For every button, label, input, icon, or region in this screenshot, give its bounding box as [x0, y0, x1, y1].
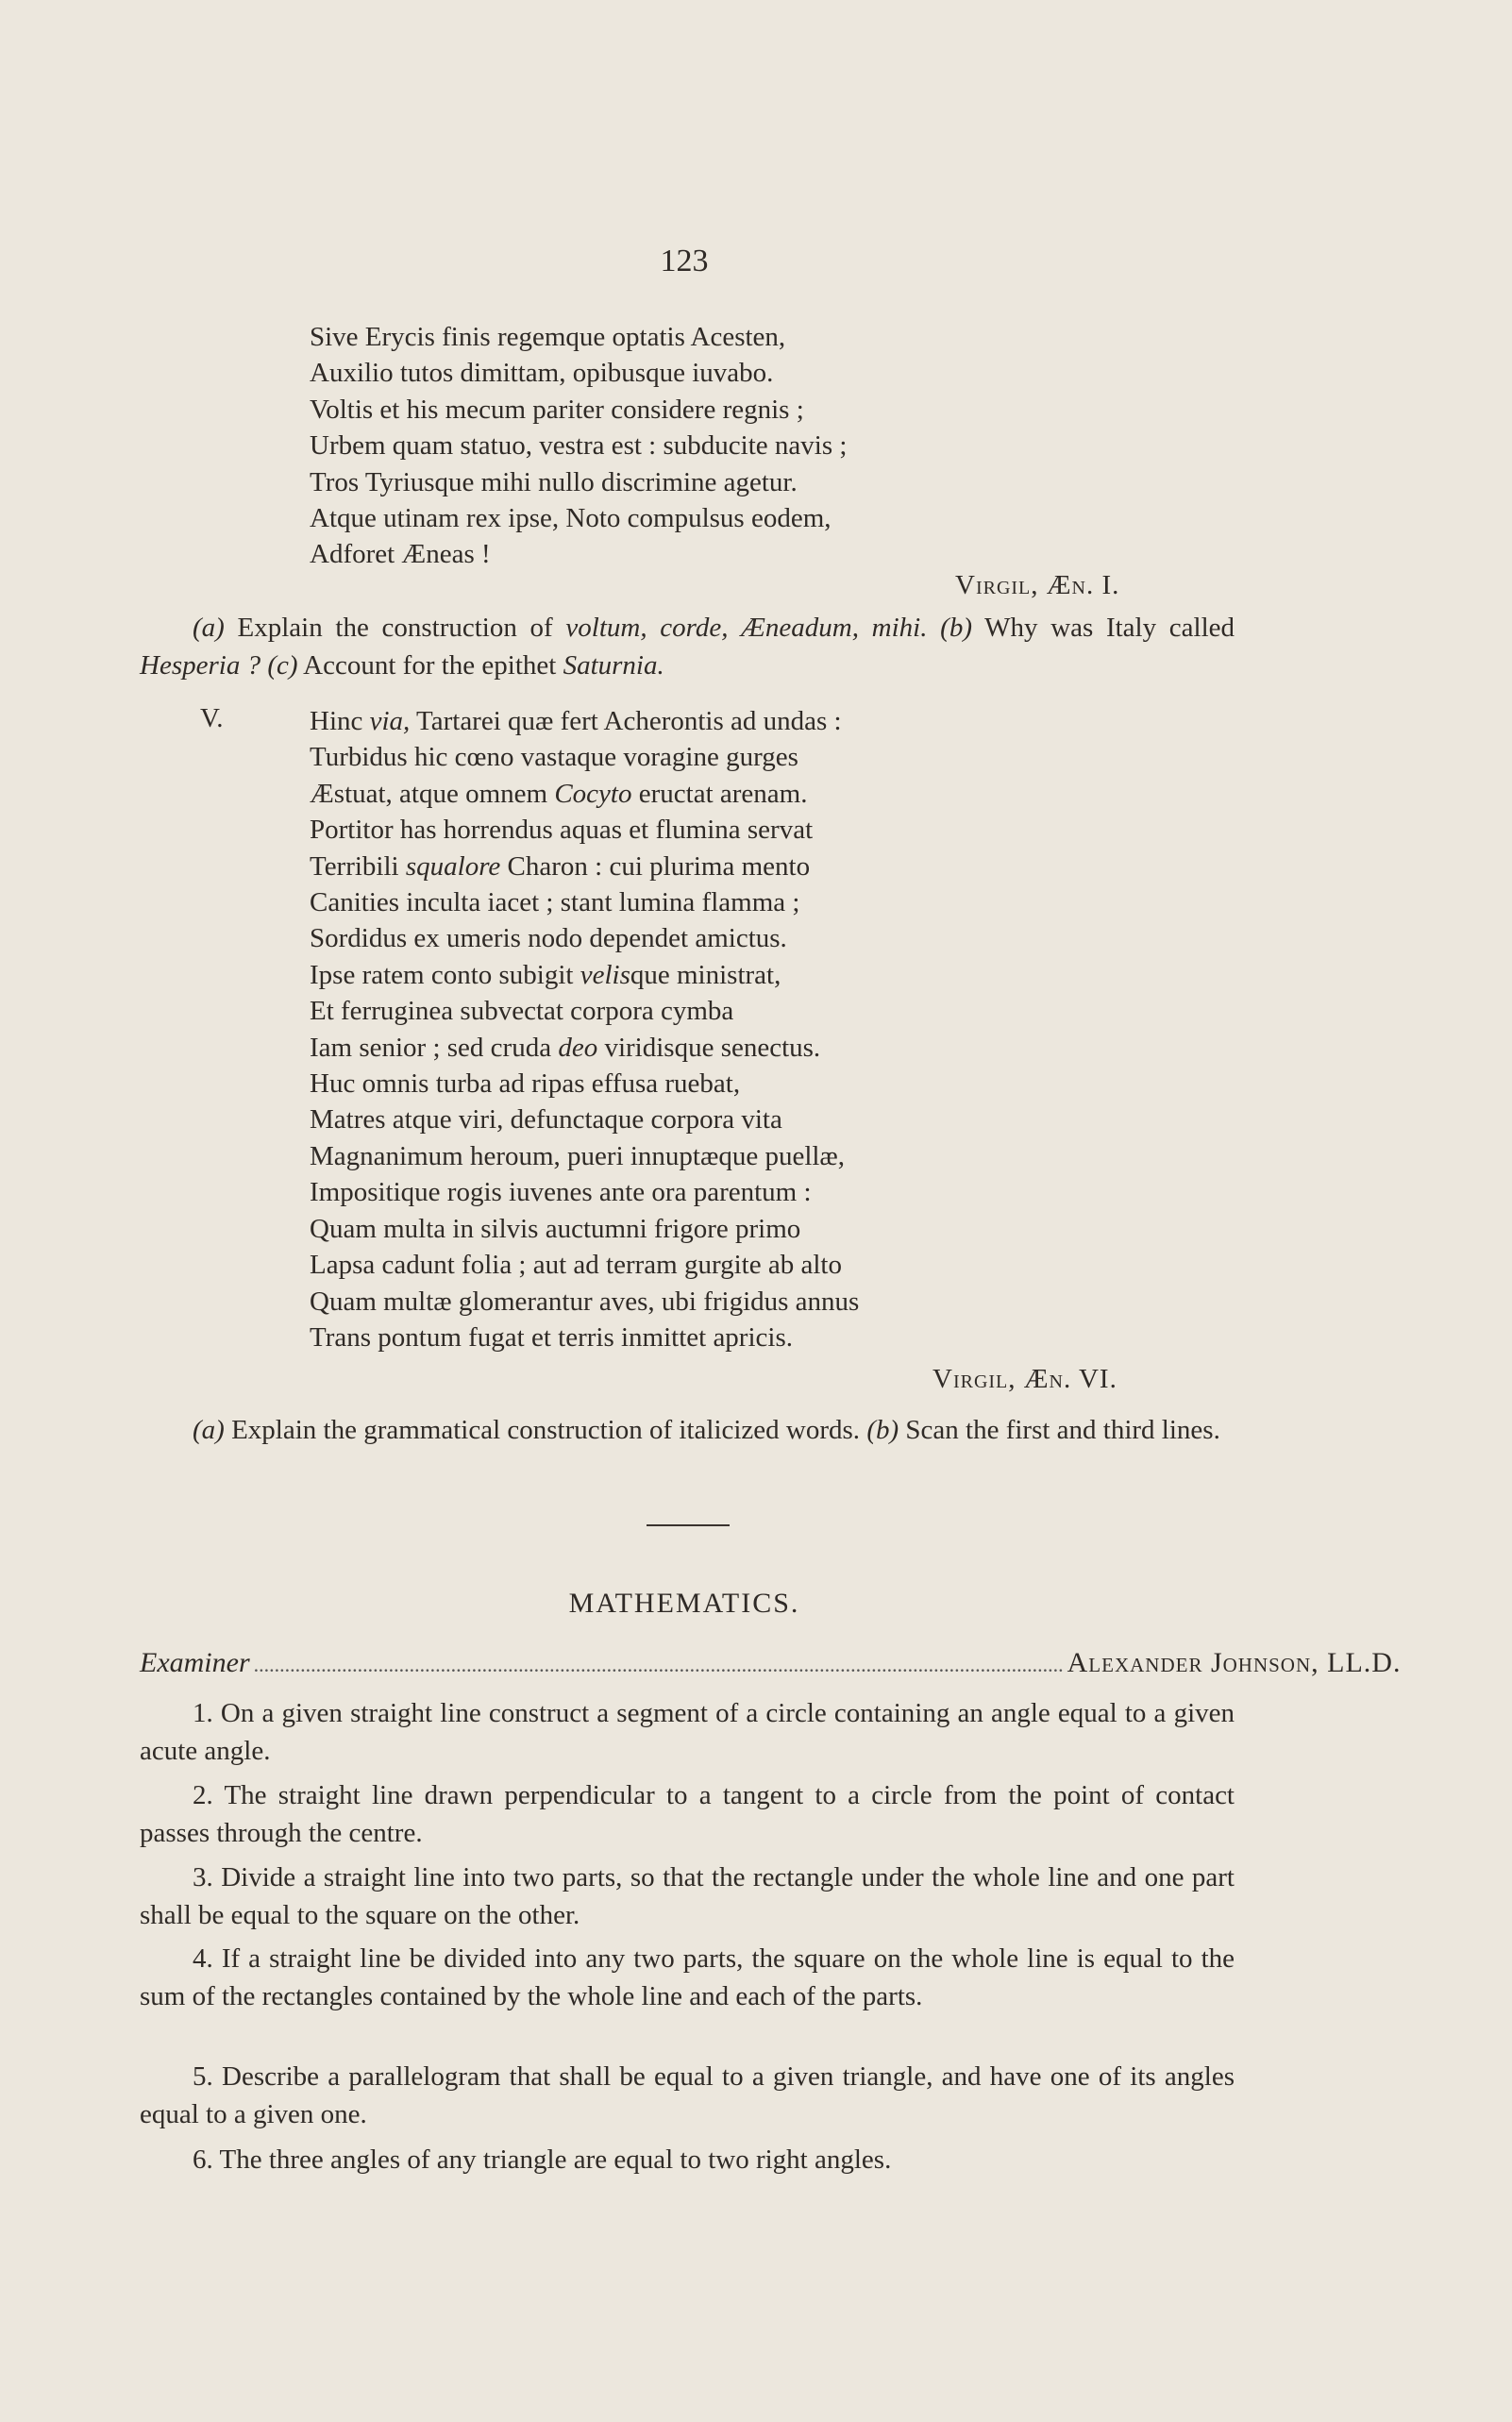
section-number: V. — [200, 703, 224, 733]
math-question: 4. If a straight line be divided into any two parts, the square on the whole line is equal to the sum of the rectangles contained by the whole line and each of the parts. — [140, 1943, 1235, 2011]
poem-line: Quam multa in silvis auctumni frigore primo — [310, 1213, 801, 1244]
poem-line: Huc omnis turba ad ripas effusa ruebat, — [310, 1068, 741, 1100]
math-question: 2. The straight line drawn perpendicular to a tangent to a circle from the point of contact passes through the centre. — [140, 1780, 1235, 1848]
poem-line: Magnanimum heroum, pueri innuptæque puellæ, — [310, 1140, 846, 1171]
poem-line: Æstuat, atque omnem Cocyto eructat arenam. — [310, 778, 808, 809]
poem-line: Impositique rogis iuvenes ante ora parentum : — [310, 1177, 812, 1208]
examiner-line — [140, 1647, 1402, 1679]
math-question: 3. Divide a straight line into two parts, so that the rectangle under the whole line and one part shall be equal to the square on the other. — [140, 1862, 1235, 1930]
poem-line: Ipse ratem conto subigit velisque ministrat, — [310, 959, 781, 990]
poem-aeneid-1 — [310, 319, 847, 573]
poem-line: Quam multæ glomerantur aves, ubi frigidus annus — [310, 1286, 860, 1317]
examiner-name: Alexander Johnson, LL.D. — [1067, 1647, 1402, 1678]
poem-line: Matres atque viri, defunctaque corpora vita — [310, 1104, 782, 1135]
poem-line: Iam senior ; sed cruda deo viridisque senectus. — [310, 1032, 821, 1063]
poem-line: Lapsa cadunt folia ; aut ad terram gurgite ab alto — [310, 1250, 842, 1281]
label-a: (a) — [193, 1415, 225, 1445]
poem-line: Tros Tyriusque mihi nullo discrimine agetur. — [310, 466, 798, 497]
label-c: (c) — [267, 650, 298, 681]
question-aeneid-1: (a) Explain the construction of voltum, corde, Æneadum, mihi. (b) Why was Italy called Hesperia ? (c) Account for the epithet Saturnia. — [140, 613, 1235, 681]
source-citation: Virgil, Æn. I. — [955, 570, 1120, 600]
poem-line: Hinc via, Tartarei quæ fert Acherontis ad undas : — [310, 706, 842, 736]
question-aeneid-6: (a) Explain the grammatical construction of italicized words. (b) Scan the first and third lines. — [193, 1415, 1220, 1445]
label-b: (b) — [940, 613, 972, 643]
section-heading: MATHEMATICS. — [568, 1588, 800, 1619]
section-divider — [647, 1524, 730, 1526]
dot-leader: ............................................................................................................................................................ — [253, 1653, 1064, 1676]
page-number: 123 — [660, 244, 709, 278]
poem-line: Et ferruginea subvectat corpora cymba — [310, 996, 734, 1027]
math-question: 5. Describe a parallelogram that shall be equal to a given triangle, and have one of its angles equal to a given one. — [140, 2061, 1235, 2129]
poem-line: Adforet Æneas ! — [310, 539, 491, 570]
italic-words: voltum, corde, Æneadum, mihi. — [565, 613, 928, 643]
label-a: (a) — [193, 613, 225, 643]
source-citation: Virgil, Æn. VI. — [932, 1364, 1117, 1394]
poem-line: Sive Erycis finis regemque optatis Acesten, — [310, 322, 786, 352]
label-b: (b) — [866, 1415, 899, 1445]
math-question: 1. On a given straight line construct a segment of a circle containing an angle equal to a given acute angle. — [140, 1698, 1235, 1766]
poem-line: Urbem quam statuo, vestra est : subducite navis ; — [310, 430, 848, 462]
poem-aeneid-6 — [310, 703, 859, 1355]
poem-line: Atque utinam rex ipse, Noto compulsus eodem, — [310, 503, 832, 534]
poem-line: Voltis et his mecum pariter considere regnis ; — [310, 394, 804, 425]
poem-line: Portitor has horrendus aquas et flumina servat — [310, 815, 814, 846]
poem-line: Auxilio tutos dimittam, opibusque iuvabo. — [310, 358, 774, 389]
poem-line: Canities inculta iacet ; stant lumina flamma ; — [310, 887, 800, 918]
examiner-label: Examiner — [140, 1647, 250, 1678]
poem-line: Terribili squalore Charon : cui plurima mento — [310, 850, 811, 882]
poem-line: Trans pontum fugat et terris inmittet apricis. — [310, 1321, 793, 1353]
math-question: 6. The three angles of any triangle are equal to two right angles. — [193, 2144, 892, 2175]
poem-line: Sordidus ex umeris nodo dependet amictus. — [310, 923, 787, 954]
poem-line: Turbidus hic cœno vastaque voragine gurges — [310, 742, 798, 773]
